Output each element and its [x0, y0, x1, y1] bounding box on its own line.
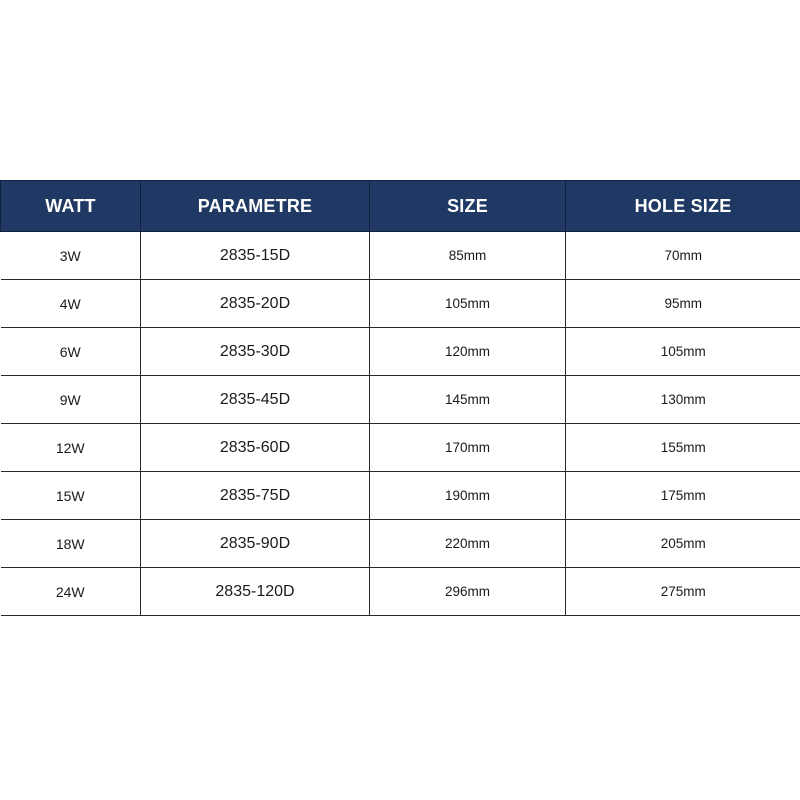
cell-parametre: 2835-20D — [141, 280, 370, 328]
cell-hole-size: 95mm — [566, 280, 800, 328]
cell-watt: 6W — [1, 328, 141, 376]
cell-watt: 18W — [1, 520, 141, 568]
cell-size: 105mm — [370, 280, 566, 328]
cell-hole-size: 275mm — [566, 568, 800, 616]
cell-size: 220mm — [370, 520, 566, 568]
table-row — [1, 568, 800, 616]
cell-size: 145mm — [370, 376, 566, 424]
cell-hole-size: 130mm — [566, 376, 800, 424]
cell-size: 190mm — [370, 472, 566, 520]
cell-parametre: 2835-30D — [141, 328, 370, 376]
table-row — [1, 328, 800, 376]
cell-hole-size: 155mm — [566, 424, 800, 472]
header-size: SIZE — [370, 181, 566, 232]
table-header — [1, 181, 800, 232]
table-row — [1, 424, 800, 472]
table-row — [1, 472, 800, 520]
table-row — [1, 376, 800, 424]
table-row — [1, 280, 800, 328]
cell-size: 120mm — [370, 328, 566, 376]
cell-watt: 4W — [1, 280, 141, 328]
cell-hole-size: 70mm — [566, 232, 800, 280]
cell-watt: 12W — [1, 424, 141, 472]
cell-size: 296mm — [370, 568, 566, 616]
cell-size: 170mm — [370, 424, 566, 472]
cell-parametre: 2835-75D — [141, 472, 370, 520]
header-hole-size: HOLE SIZE — [566, 181, 800, 232]
header-row — [1, 181, 800, 232]
cell-watt: 3W — [1, 232, 141, 280]
header-watt: WATT — [1, 181, 141, 232]
cell-watt: 9W — [1, 376, 141, 424]
cell-parametre: 2835-120D — [141, 568, 370, 616]
cell-size: 85mm — [370, 232, 566, 280]
cell-parametre: 2835-60D — [141, 424, 370, 472]
cell-hole-size: 105mm — [566, 328, 800, 376]
cell-hole-size: 205mm — [566, 520, 800, 568]
cell-parametre: 2835-45D — [141, 376, 370, 424]
cell-watt: 15W — [1, 472, 141, 520]
table-body — [1, 232, 800, 616]
cell-parametre: 2835-15D — [141, 232, 370, 280]
cell-parametre: 2835-90D — [141, 520, 370, 568]
cell-watt: 24W — [1, 568, 141, 616]
cell-hole-size: 175mm — [566, 472, 800, 520]
spec-table — [0, 180, 800, 616]
table-row — [1, 232, 800, 280]
header-parametre: PARAMETRE — [141, 181, 370, 232]
table-row — [1, 520, 800, 568]
